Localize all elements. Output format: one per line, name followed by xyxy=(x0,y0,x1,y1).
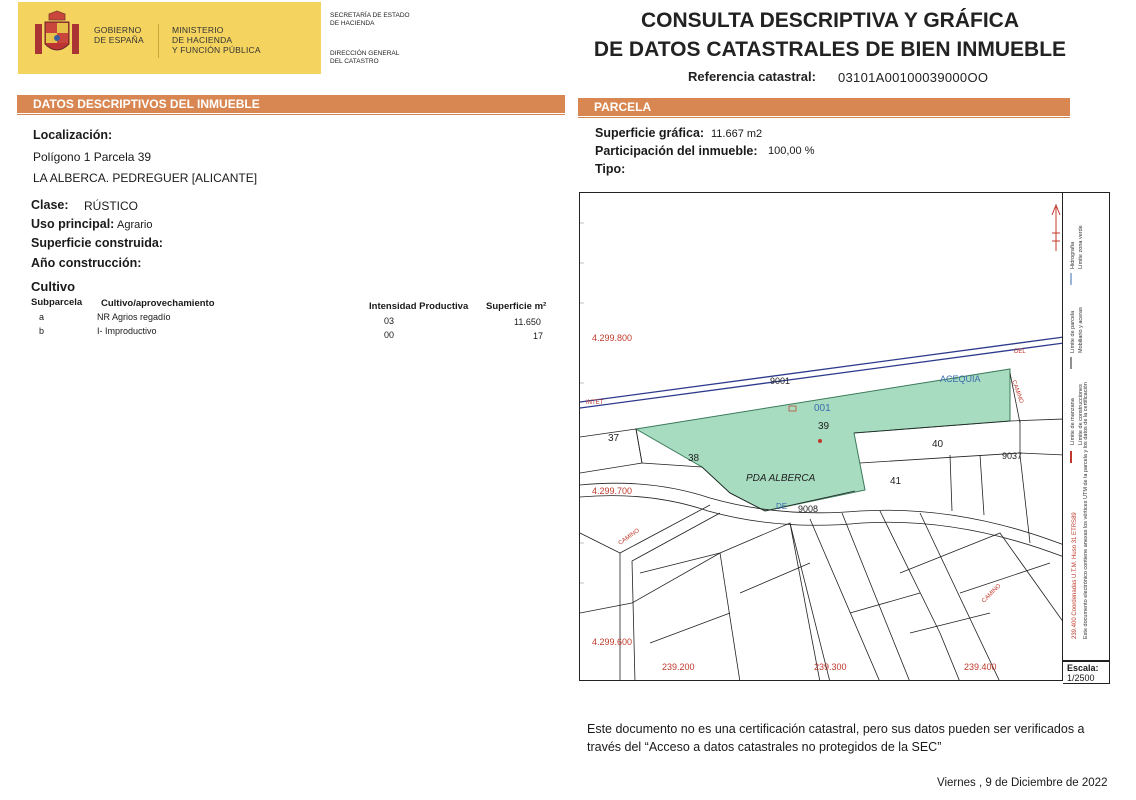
coat-of-arms-icon xyxy=(32,10,82,64)
road-edge xyxy=(632,513,720,561)
parcel-38-label: 38 xyxy=(688,453,700,464)
secretariat-name: SECRETARÍA DE ESTADO DE HACIENDA xyxy=(330,12,410,27)
coord-x-label: 239.200 xyxy=(662,662,695,672)
parcel-40-label: 40 xyxy=(932,439,944,450)
document-title xyxy=(590,6,1070,64)
crop-title: Cultivo xyxy=(31,279,76,294)
legend-constr-label: Límite de construcciones xyxy=(1078,384,1084,445)
parcel-boundary xyxy=(580,533,620,681)
cell-crop: NR Agrios regadío xyxy=(97,312,171,322)
directorate-name: DIRECCIÓN GENERAL DEL CATASTRO xyxy=(330,50,400,65)
road-9037-label: 9037 xyxy=(1002,451,1023,461)
legend-canvas xyxy=(1063,193,1110,662)
class-label: Clase: xyxy=(31,198,69,212)
ministry-name: MINISTERIO DE HACIENDA Y FUNCIÓN PÚBLICA xyxy=(172,25,261,55)
section-rule xyxy=(578,117,1070,118)
built-area-label: Superficie construida: xyxy=(31,236,163,250)
road-del-label: DEL xyxy=(1014,349,1026,355)
logo-divider xyxy=(158,24,159,58)
col-crop: Cultivo/aprovechamiento xyxy=(101,298,215,309)
centroid-point xyxy=(818,439,822,443)
road-de-label: DE xyxy=(776,502,788,511)
cell-intensity: 00 xyxy=(384,330,395,340)
scale-label: Escala: xyxy=(1067,663,1099,673)
parcel-boundary xyxy=(842,513,910,681)
parcel-37-label: 37 xyxy=(608,433,620,444)
parcel-boundary xyxy=(810,519,880,681)
parcel-boundary xyxy=(900,533,1063,623)
road-edge xyxy=(617,505,710,553)
road-9001-label: 9001 xyxy=(770,376,791,386)
coord-y-label: 4.299.800 xyxy=(592,333,633,343)
parcel-boundary xyxy=(880,511,960,681)
parcel-boundary xyxy=(640,553,810,643)
camino-label: CAMINO xyxy=(617,527,641,547)
construction-year-label: Año construcción: xyxy=(31,256,142,270)
cell-area: 11.650 xyxy=(514,317,541,327)
map-legend xyxy=(1063,192,1110,661)
disclaimer-text: Este documento no es una certificación catastral, pero sus datos pueden ser verificados a través del “Acceso a datos catastrales no protegidos de la SEC” xyxy=(587,722,1085,754)
coord-y-label: 4.299.700 xyxy=(592,486,633,496)
cadastral-map xyxy=(579,192,1063,681)
road-9008-label: 9008 xyxy=(798,504,819,514)
parcel-39-shape xyxy=(636,369,1010,511)
use-label: Uso principal: xyxy=(31,217,115,231)
col-intensity: Intensidad Productiva xyxy=(369,301,469,312)
share-label: Participación del inmueble: xyxy=(595,144,758,158)
cell-crop: I- Improductivo xyxy=(97,326,157,336)
parcel-boundary xyxy=(850,563,1050,633)
document-date: Viernes , 9 de Diciembre de 2022 xyxy=(937,777,1108,789)
location-line-1: Polígono 1 Parcela 39 xyxy=(33,150,152,164)
map-ticks xyxy=(580,223,584,583)
title-line-2: DE DATOS CATASTRALES DE BIEN INMUEBLE xyxy=(593,38,1067,61)
graphic-surface-label: Superficie gráfica: xyxy=(595,126,705,140)
coord-y-label: 4.299.600 xyxy=(592,637,633,647)
cadastral-reference-value: 03101A00100039000OO xyxy=(838,70,989,85)
legend-parcel-label: Límite de parcela xyxy=(1070,310,1076,353)
parcel-header: PARCELA xyxy=(578,98,1070,116)
cell-sub: a xyxy=(39,312,45,322)
scale-value: 1/2500 xyxy=(1067,673,1095,683)
descriptive-data-header: DATOS DESCRIPTIVOS DEL INMUEBLE xyxy=(17,95,565,113)
cell-intensity: 03 xyxy=(384,316,395,326)
legend-note: Este documento electrónico contiene anexas los vértices UTM de la parcela y los datos de la certificación xyxy=(1083,382,1089,639)
camino-label: CAMINO xyxy=(981,583,1003,605)
coord-x-label: 239.300 xyxy=(814,662,847,672)
camino-label: CAMINO xyxy=(1010,379,1024,405)
graphic-surface-value: 11.667 m2 xyxy=(711,128,763,140)
type-label: Tipo: xyxy=(595,162,626,176)
subparcel-label: 001 xyxy=(814,403,831,414)
share-value: 100,00 % xyxy=(768,145,815,157)
class-value: RÚSTICO xyxy=(84,199,138,213)
parcel-39-label: 39 xyxy=(818,421,830,432)
parcel-boundary xyxy=(860,453,1063,463)
legend-hydro-label: Hidrografía xyxy=(1070,241,1076,269)
road-edge xyxy=(580,496,1063,557)
location-line-2: LA ALBERCA. PEDREGUER [ALICANTE] xyxy=(33,171,258,185)
parcel-boundary xyxy=(580,603,632,613)
cell-area: 17 xyxy=(533,331,544,341)
government-logo-block xyxy=(18,2,321,74)
coord-x-label: 239.400 xyxy=(964,662,997,672)
location-label: Localización: xyxy=(33,128,113,142)
map-canvas xyxy=(580,193,1063,681)
parcel-boundary xyxy=(1020,421,1030,543)
area-name-label: PDA ALBERCA xyxy=(746,473,816,484)
col-subparcel: Subparcela xyxy=(31,297,83,308)
road-intet-label: INTET xyxy=(586,400,604,406)
parcel-boundary xyxy=(632,561,635,681)
col-area: Superficie m² xyxy=(486,301,547,312)
cell-sub: b xyxy=(39,326,45,336)
parcel-boundary xyxy=(950,455,952,511)
use-value: Agrario xyxy=(117,219,153,231)
legend-coords: 239.400 Coordenadas U.T.M. Huso 31 ETRS89 xyxy=(1072,512,1078,639)
legend-zone-label: Límite zona verde xyxy=(1078,225,1084,269)
section-rule xyxy=(17,114,565,115)
legend-furniture-label: Mobiliario y aceras xyxy=(1078,307,1084,353)
title-line-1: CONSULTA DESCRIPTIVA Y GRÁFICA xyxy=(640,9,1020,32)
cadastral-reference-label: Referencia catastral: xyxy=(688,69,816,84)
acequia-label: ACEQUIA xyxy=(940,374,981,384)
map-scale xyxy=(1063,661,1110,684)
legend-block-label: Límite de manzana xyxy=(1070,398,1076,445)
parcel-boundary xyxy=(790,523,820,681)
parcel-boundary xyxy=(980,455,984,515)
government-name: GOBIERNO DE ESPAÑA xyxy=(94,25,144,45)
parcel-41-label: 41 xyxy=(890,476,902,487)
